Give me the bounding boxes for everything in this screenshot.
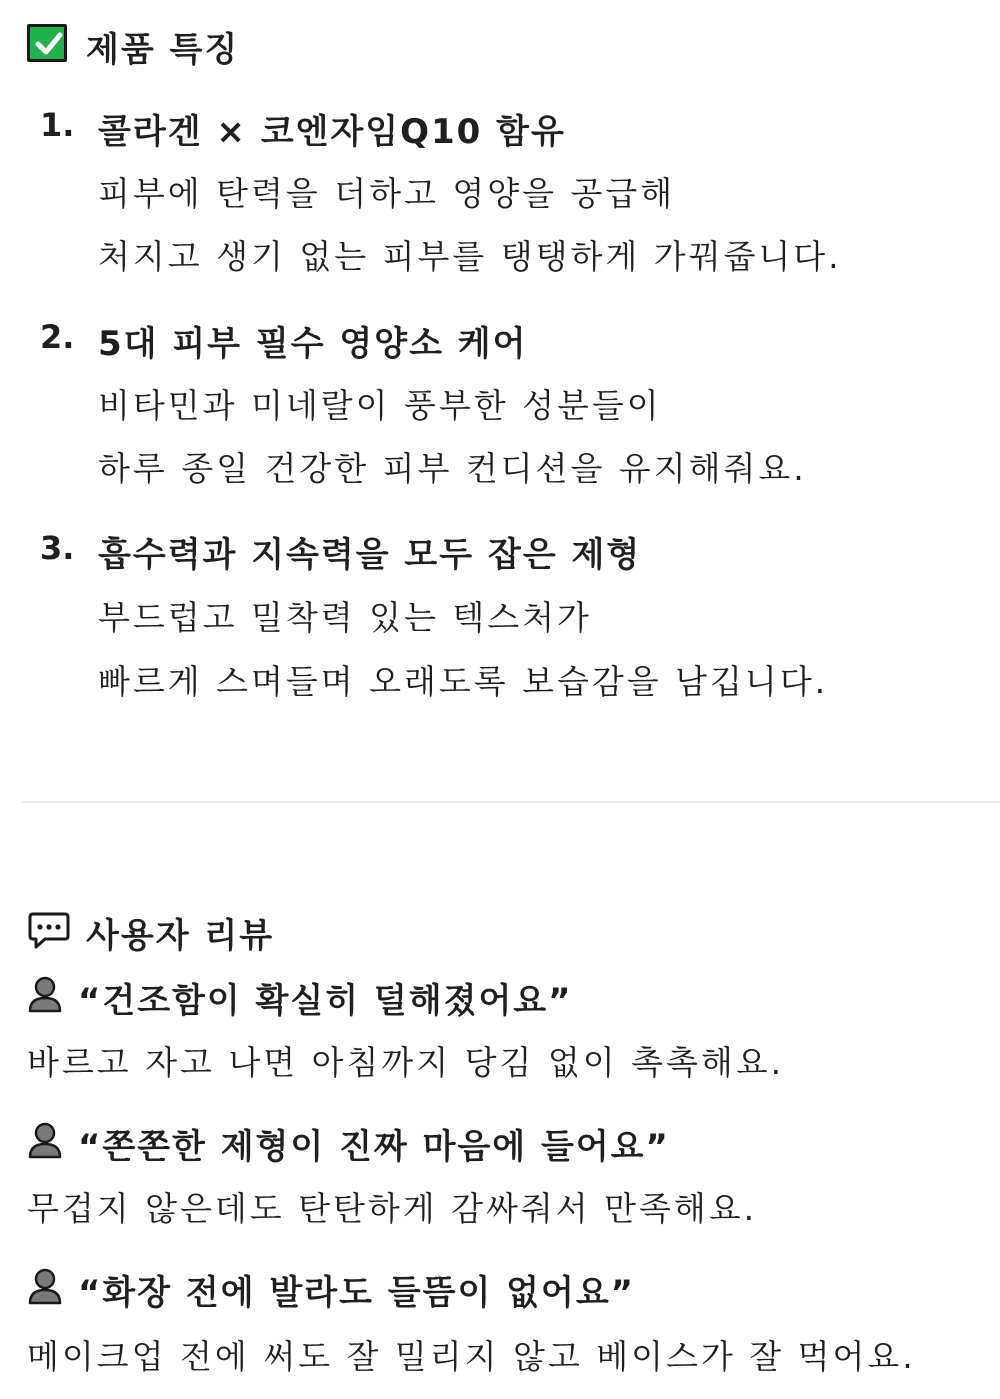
review-body: 바르고 자고 나면 아침까지 당김 없이 촉촉해요.: [27, 1043, 785, 1082]
features-heading: 제품 특징: [86, 30, 240, 70]
review-quote: “건조함이 확실히 덜해졌어요”: [78, 981, 573, 1021]
person-silhouette-icon: [27, 1267, 63, 1309]
feature-line: 처지고 생기 없는 피부를 탱탱하게 가꿔줍니다.: [98, 237, 842, 276]
feature-title: 5대 피부 필수 영양소 케어: [98, 324, 528, 364]
feature-line: 비타민과 미네랄이 풍부한 성분들이: [98, 386, 662, 425]
review-body: 메이크업 전에 써도 잘 밀리지 않고 베이스가 잘 먹어요.: [27, 1337, 916, 1376]
speech-bubble-icon: [27, 911, 71, 955]
feature-number: 2.: [40, 318, 75, 356]
feature-line: 부드럽고 밀착력 있는 텍스처가: [98, 598, 592, 637]
feature-line: 빠르게 스며들며 오래도록 보습감을 남깁니다.: [98, 662, 829, 701]
feature-line: 피부에 탄력을 더하고 영양을 공급해: [98, 174, 676, 213]
feature-title: 흡수력과 지속력을 모두 잡은 제형: [98, 535, 642, 575]
section-divider: [22, 801, 1000, 803]
person-silhouette-icon: [27, 975, 63, 1017]
feature-number: 3.: [40, 529, 75, 567]
feature-title: 콜라겐 × 코엔자임Q10 함유: [98, 112, 566, 152]
review-body: 무겁지 않은데도 탄탄하게 감싸줘서 만족해요.: [27, 1189, 758, 1228]
review-quote: “쫀쫀한 제형이 진짜 마음에 들어요”: [78, 1127, 670, 1167]
person-silhouette-icon: [27, 1121, 63, 1163]
check-mark-button-icon: [27, 24, 67, 62]
feature-line: 하루 종일 건강한 피부 컨디션을 유지해줘요.: [98, 449, 807, 488]
reviews-heading: 사용자 리뷰: [86, 916, 275, 956]
review-quote: “화장 전에 발라도 들뜸이 없어요”: [78, 1273, 636, 1313]
feature-number: 1.: [40, 106, 75, 144]
